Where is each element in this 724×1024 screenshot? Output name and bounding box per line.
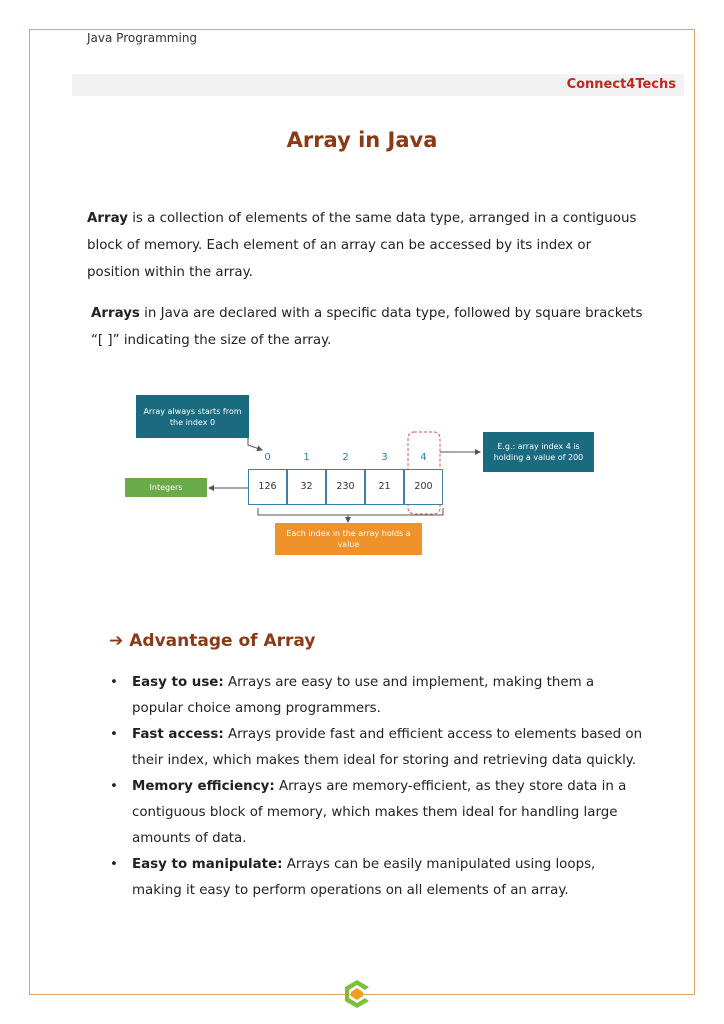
array-diagram	[110, 385, 610, 570]
list-item	[108, 852, 648, 904]
item-term: Easy to use:	[132, 675, 224, 690]
item-text: Arrays provide fast and efficient access to elements based on their index, which makes them ideal for storing and retrieving data quickly.	[132, 727, 643, 768]
intro-text-1: is a collection of elements of the same data type, arranged in a contiguous block of memory. Each element of an array can be accessed by its index or position within the array.	[87, 211, 637, 280]
start-arrow	[248, 438, 262, 450]
each-index-note: Each index in the array holds a value	[275, 523, 422, 555]
intro-paragraph-2	[91, 300, 651, 354]
list-item	[108, 774, 648, 852]
bullet-icon: •	[110, 779, 118, 794]
array-cell: 230	[326, 469, 365, 505]
arrow-right-icon: ➔	[109, 631, 124, 651]
intro-term-array: Array	[87, 211, 128, 226]
item-term: Fast access:	[132, 727, 224, 742]
array-cell: 200	[404, 469, 443, 505]
page-title: Array in Java	[286, 128, 438, 152]
type-label: Integers	[125, 478, 207, 497]
start-index-note: Array always starts from the index 0	[136, 395, 249, 438]
array-index: 3	[381, 452, 388, 463]
advantages-list	[108, 670, 648, 904]
bullet-icon: •	[110, 857, 118, 872]
brand-name: Connect4Techs	[566, 77, 676, 92]
intro-paragraph-1	[87, 205, 647, 286]
array-cell: 126	[248, 469, 287, 505]
brand-bar	[72, 74, 684, 96]
brand-logo-icon	[341, 978, 373, 1010]
item-term: Memory efficiency:	[132, 779, 275, 794]
intro-term-arrays: Arrays	[91, 306, 140, 321]
header-label: Java Programming	[87, 31, 198, 45]
list-item	[108, 670, 648, 722]
item-term: Easy to manipulate:	[132, 857, 283, 872]
list-item	[108, 722, 648, 774]
item-text: Arrays are memory-efficient, as they store data in a contiguous block of memory, which makes them ideal for handling large amounts of data.	[132, 779, 627, 846]
advantages-heading-text: Advantage of Array	[129, 631, 316, 651]
item-text: Arrays are easy to use and implement, making them a popular choice among programmers.	[132, 675, 595, 716]
bullet-icon: •	[110, 727, 118, 742]
array-index: 1	[303, 452, 310, 463]
intro-text-2: in Java are declared with a specific data type, followed by square brackets “[ ]” indicating the size of the array.	[91, 306, 643, 348]
array-cell: 21	[365, 469, 404, 505]
array-cell: 32	[287, 469, 326, 505]
item-text: Arrays can be easily manipulated using loops, making it easy to perform operations on all elements of an array.	[132, 857, 596, 898]
advantages-heading	[109, 631, 315, 651]
array-index: 0	[264, 452, 271, 463]
example-note: E.g.: array index 4 is holding a value of 200	[483, 432, 594, 472]
bullet-icon: •	[110, 675, 118, 690]
array-index: 4	[420, 452, 427, 463]
array-index: 2	[342, 452, 349, 463]
